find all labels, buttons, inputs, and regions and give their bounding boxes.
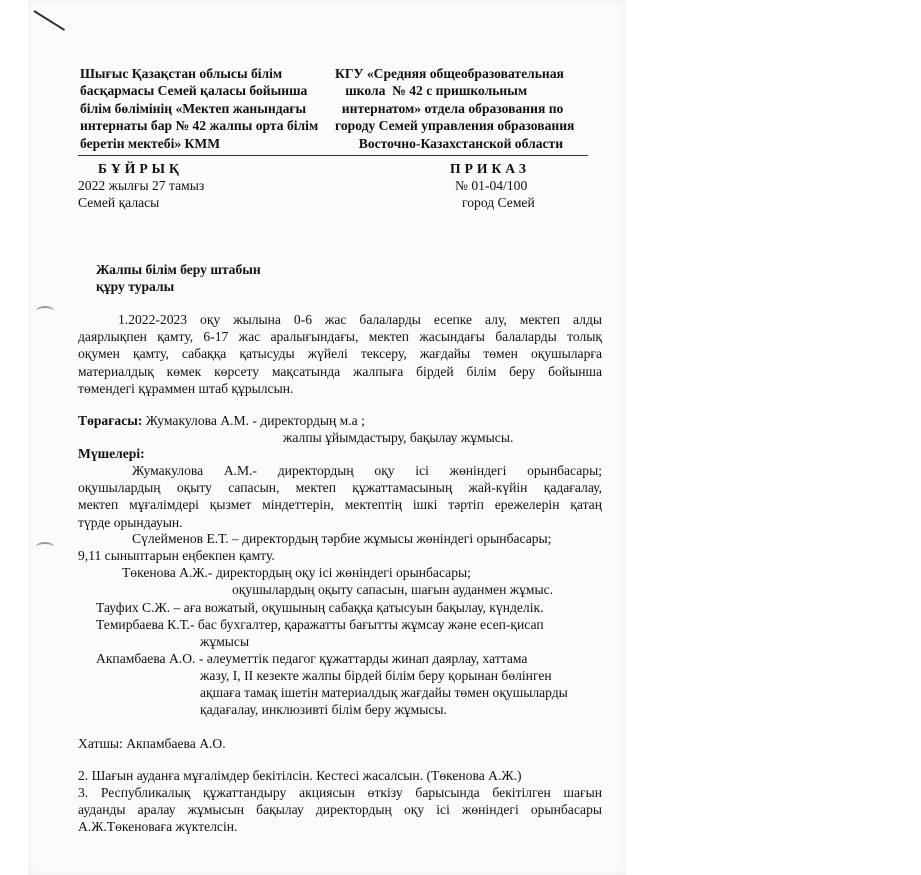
paragraph-line: 1.2022-2023 оқу жылына 0-6 жас балаларды есепке алу, мектеп алды bbox=[118, 312, 602, 327]
header-divider bbox=[78, 155, 588, 156]
chair-text: Жумакулова А.М. - директордың м.а ; bbox=[142, 413, 365, 428]
paragraph-item-3 bbox=[78, 784, 602, 836]
header-line: КГУ «Средняя общеобразовательная bbox=[335, 66, 564, 81]
member-6-line: жазу, І, ІІ кезекте жалпы бірдей білім беру қорынан бөлінген bbox=[200, 668, 552, 683]
member-3-line: оқушылардың оқыту сапасын, шағын ауданмен жұмыс. bbox=[232, 582, 554, 597]
paragraph-item-1 bbox=[78, 311, 602, 397]
members-label: Мүшелері: bbox=[78, 446, 145, 461]
member-1 bbox=[78, 462, 602, 531]
header-line: басқармасы Семей қаласы бойынша bbox=[80, 83, 308, 99]
header-line: школа № 42 с пришкольным bbox=[335, 83, 528, 99]
subject-line: Жалпы білім беру штабын bbox=[96, 262, 261, 277]
chair-row bbox=[78, 412, 365, 429]
order-title-ru: ПРИКАЗ bbox=[450, 161, 530, 176]
header-russian-org bbox=[335, 65, 625, 152]
paragraph-line: оқумен қамту, сабаққа қатысуды жүйелі тексеру, жағдайы төмен оқушыларға bbox=[78, 346, 602, 362]
order-title-kz: БҰЙРЫҚ bbox=[98, 161, 183, 176]
chair-duty: жалпы ұйымдастыру, бақылау жұмысы. bbox=[283, 430, 514, 445]
punch-hole-mark bbox=[36, 542, 54, 552]
paragraph-line: 3. Республикалық құжаттандыру акциясын өткізу барысында бекітілген шағын bbox=[78, 785, 602, 800]
punch-hole-mark bbox=[36, 306, 54, 316]
member-4-line: Тауфих С.Ж. – аға вожатый, оқушының сабаққа қатысуын бақылау, күнделік. bbox=[96, 600, 544, 615]
header-line: интернаты бар № 42 жалпы орта білім bbox=[80, 118, 319, 134]
member-6-line: Акпамбаева А.О. - әлеуметтік педагог құжаттарды жинап даярлау, хаттама bbox=[96, 651, 528, 666]
order-city-kz: Семей қаласы bbox=[78, 195, 160, 210]
paragraph-line: ауданды аралау жұмысын бақылау директордың оқу ісі жөніндегі орынбасары bbox=[78, 802, 602, 818]
chair-label: Төрағасы: bbox=[78, 413, 143, 428]
paragraph-line: А.Ж.Төкеноваға жүктелсін. bbox=[78, 819, 238, 835]
header-line: городу Семей управления образования bbox=[335, 118, 575, 134]
paragraph-line: даярлықпен қамту, 6-17 жас аралығындағы, мектеп жасындағы балаларды толық bbox=[78, 329, 602, 345]
paragraph-line: төмендегі құраммен штаб құрылсын. bbox=[78, 380, 294, 396]
header-kazakh-org bbox=[80, 65, 340, 152]
order-number: № 01-04/100 bbox=[455, 178, 528, 193]
paragraph-line: Жумакулова А.М.- директордың оқу ісі жөніндегі орынбасары; bbox=[132, 463, 602, 478]
member-5-line: жұмысы bbox=[200, 634, 250, 649]
paragraph-item-2: 2. Шағын ауданға мұғалімдер бекітілсін. Кестесі жасалсын. (Төкенова А.Ж.) bbox=[78, 768, 522, 783]
member-6-line: қадағалау, инклюзивті білім беру жұмысы. bbox=[200, 702, 447, 717]
member-2-line: 9,11 сыныптарын еңбекпен қамту. bbox=[78, 548, 275, 563]
header-line: Шығыс Қазақстан облысы білім bbox=[80, 66, 283, 81]
order-city-ru: город Семей bbox=[462, 195, 535, 210]
subject-line: құру туралы bbox=[96, 279, 175, 294]
secretary: Хатшы: Акпамбаева А.О. bbox=[78, 736, 226, 751]
member-3-line: Төкенова А.Ж.- директордың оқу ісі жөніндегі орынбасары; bbox=[122, 565, 471, 580]
header-line: интернатом» отдела образования по bbox=[335, 100, 564, 116]
header-line: беретін мектебі» КММ bbox=[80, 135, 221, 151]
member-6-line: ақшаға тамақ ішетін материалдық жағдайы төмен оқушыларды bbox=[200, 685, 568, 700]
header-line: Восточно-Казахстанской области bbox=[335, 135, 564, 151]
order-date: 2022 жылғы 27 тамыз bbox=[78, 178, 205, 193]
paragraph-line: оқушылардың оқыту сапасын, мектеп құжаттамасының жай-күйін қадағалау, bbox=[78, 480, 602, 496]
paragraph-line: түрде орындауын. bbox=[78, 514, 183, 530]
paragraph-line: мектеп мұғалімдері қызмет міндеттерін, мектептің ішкі тәртіп ережелерін қатаң bbox=[78, 497, 602, 513]
header-line: білім бөлімінің «Мектеп жанындағы bbox=[80, 100, 307, 116]
member-5-line: Темирбаева К.Т.- бас бухгалтер, қаражатты бағытты жұмсау және есеп-қисап bbox=[96, 617, 544, 632]
paragraph-line: материалдық көмек көрсету мақсатында жалпыға бірдей білім беру бойынша bbox=[78, 363, 602, 379]
member-2-line: Сүлейменов Е.Т. – директордың тәрбие жұмысы жөніндегі орынбасары; bbox=[132, 531, 552, 546]
